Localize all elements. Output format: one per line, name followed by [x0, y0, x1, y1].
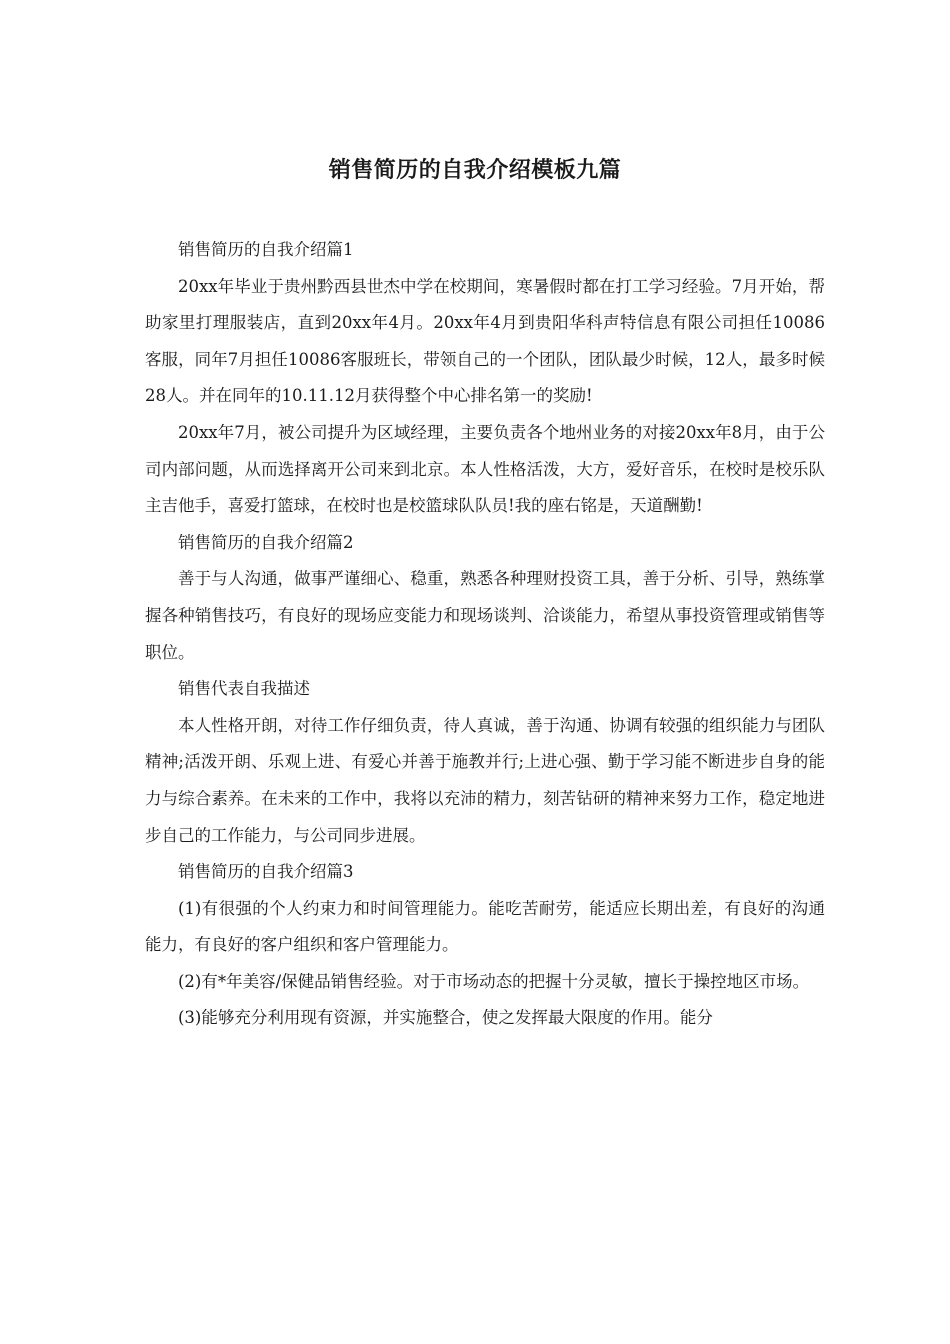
section-heading: 销售简历的自我介绍篇3 — [178, 862, 354, 882]
body-paragraph: (3)能够充分利用现有资源，并实施整合，使之发挥最大限度的作用。能分 — [178, 1008, 713, 1028]
body-paragraph: 20xx年7月，被公司提升为区域经理，主要负责各个地州业务的对接20xx年8月，由于公司内部问题，从而选择离开公司来到北京。本人性格活泼，大方，爱好音乐，在校时是校乐队主吉他手，喜爱打篮球，在校时也是校篮球队队员!我的座右铭是，天道酬勤! — [145, 422, 825, 516]
body-paragraph: (1)有很强的个人约束力和时间管理能力。能吃苦耐劳，能适应长期出差，有良好的沟通能力，有良好的客户组织和客户管理能力。 — [145, 898, 825, 955]
section-heading: 销售简历的自我介绍篇2 — [178, 532, 354, 552]
body-paragraph: 本人性格开朗，对待工作仔细负责，待人真诚，善于沟通、协调有较强的组织能力与团队精神;活泼开朗、乐观上进、有爱心并善于施教并行;上进心强、勤于学习能不断进步自身的能力与综合素养。在未来的工作中，我将以充沛的精力，刻苦钻研的精神来努力工作，稳定地进步自己的工作能力，与公司同步进展。 — [145, 715, 825, 845]
body-paragraph: 20xx年毕业于贵州黔西县世杰中学在校期间，寒暑假时都在打工学习经验。7月开始，帮助家里打理服装店，直到20xx年4月。20xx年4月到贵阳华科声特信息有限公司担任10086客服，同年7月担任10086客服班长，带领自己的一个团队，团队最少时候，12人，最多时候28人。并在同年的10.11.12月获得整个中心排名第一的奖励! — [145, 276, 825, 406]
section-heading: 销售代表自我描述 — [178, 679, 310, 699]
body-paragraph: (2)有*年美容/保健品销售经验。对于市场动态的把握十分灵敏，擅长于操控地区市场。 — [178, 971, 810, 991]
document-title: 销售简历的自我介绍模板九篇 — [328, 157, 622, 183]
body-paragraph: 善于与人沟通，做事严谨细心、稳重，熟悉各种理财投资工具，善于分析、引导，熟练掌握各种销售技巧，有良好的现场应变能力和现场谈判、洽谈能力，希望从事投资管理或销售等职位。 — [145, 569, 825, 662]
section-heading: 销售简历的自我介绍篇1 — [178, 240, 354, 259]
document-body — [145, 232, 825, 1037]
